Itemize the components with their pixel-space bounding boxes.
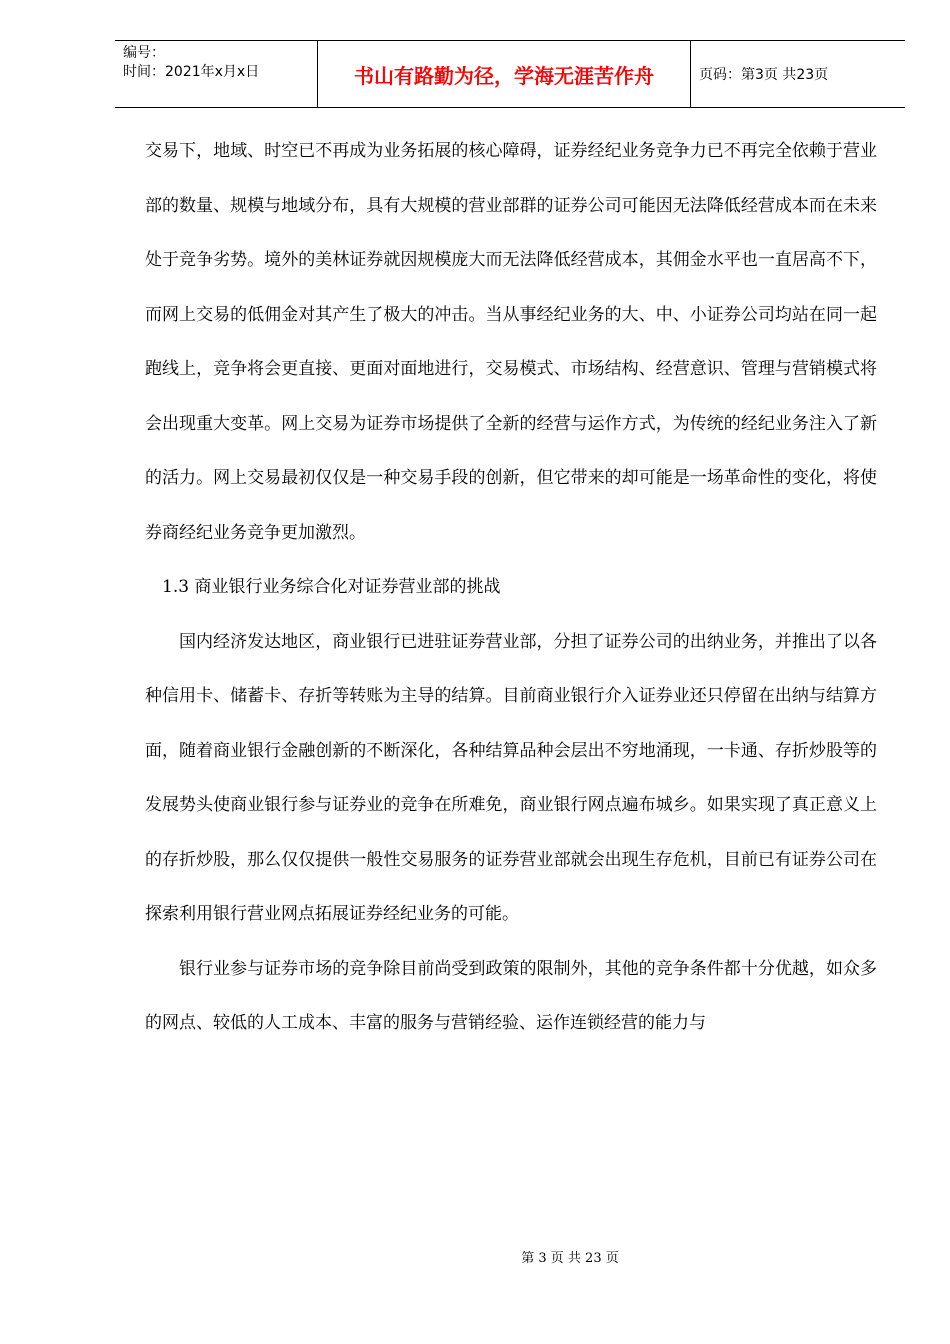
body-paragraph: 银行业参与证券市场的竞争除目前尚受到政策的限制外，其他的竞争条件都十分优越，如众多的网点、较低的人工成本、丰富的服务与营销经验、运作连锁经营的能力与 xyxy=(145,958,877,1033)
section-heading: 1.3 商业银行业务综合化对证券营业部的挑战 xyxy=(162,577,501,597)
document-time-label: 时间：2021年x月x日 xyxy=(123,64,260,80)
header-meta xyxy=(115,41,317,107)
document-body xyxy=(145,124,877,1051)
page-header xyxy=(115,40,905,108)
document-number-label: 编号： xyxy=(123,45,165,61)
header-page-info: 页码：第3页 共23页 xyxy=(699,67,829,83)
page-footer: 第 3 页 共 23 页 xyxy=(521,1251,619,1266)
body-paragraph: 国内经济发达地区，商业银行已进驻证券营业部，分担了证券公司的出纳业务，并推出了以各种信用卡、储蓄卡、存折等转账为主导的结算。目前商业银行介入证券业还只停留在出纳与结算方面，随着商业银行金融创新的不断深化，各种结算品种会层出不穷地涌现，一卡通、存折炒股等的发展势头使商业银行参与证券业的竞争在所难免，商业银行网点遍布城乡。如果实现了真正意义上的存折炒股，那么仅仅提供一般性交易服务的证券营业部就会出现生存危机，目前已有证券公司在探索利用银行营业网点拓展证券经纪业务的可能。 xyxy=(145,631,877,924)
header-motto: 书山有路勤为径，学海无涯苦作舟 xyxy=(317,41,691,107)
body-paragraph: 交易下，地域、时空已不再成为业务拓展的核心障碍，证券经纪业务竞争力已不再完全依赖于营业部的数量、规模与地域分布，具有大规模的营业部群的证券公司可能因无法降低经营成本而在未来处于竞争劣势。境外的美林证券就因规模庞大而无法降低经营成本，其佣金水平也一直居高不下，而网上交易的低佣金对其产生了极大的冲击。当从事经纪业务的大、中、小证券公司均站在同一起跑线上，竞争将会更直接、更面对面地进行，交易模式、市场结构、经营意识、管理与营销模式将会出现重大变革。网上交易为证券市场提供了全新的经营与运作方式，为传统的经纪业务注入了新的活力。网上交易最初仅仅是一种交易手段的创新，但它带来的却可能是一场革命性的变化，将使券商经纪业务竞争更加激烈。 xyxy=(145,141,877,543)
